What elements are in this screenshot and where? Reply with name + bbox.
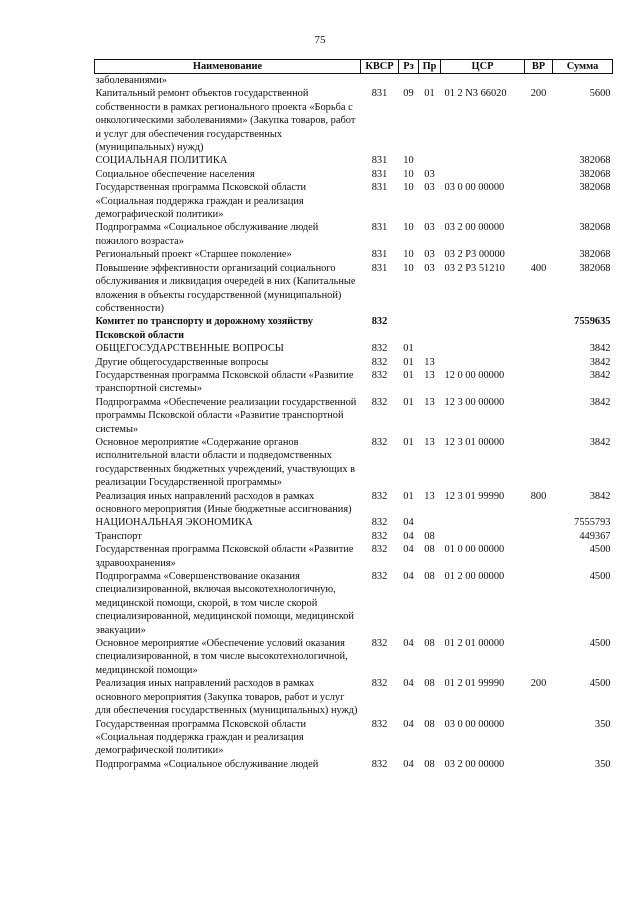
cell-csr: 03 2 00 00000 [444, 758, 505, 770]
cell-vr [525, 570, 553, 637]
cell-rz: 01 [403, 490, 414, 502]
cell-kvsr: 831 [371, 155, 388, 167]
cell-rz: 01 [403, 343, 414, 355]
cell-name: Социальное обеспечение населения [95, 168, 255, 180]
header-kvsr: КВСР [361, 60, 399, 74]
page-number: 75 [314, 34, 326, 46]
cell-sum: 3842 [589, 436, 611, 448]
cell-sum: 350 [594, 758, 611, 770]
cell-vr [525, 154, 553, 167]
cell-sum: 4500 [589, 544, 611, 556]
cell-sum: 382068 [579, 222, 611, 234]
cell-vr [525, 248, 553, 261]
cell-vr [525, 637, 553, 677]
table-row [95, 758, 613, 771]
cell-pr: 03 [424, 262, 435, 274]
table-row [95, 221, 613, 248]
cell-csr: 01 0 00 00000 [444, 544, 505, 556]
cell-csr: 01 2 01 00000 [444, 638, 505, 650]
table-row [95, 168, 613, 181]
cell-sum: 7555793 [574, 517, 611, 529]
cell-vr [525, 168, 553, 181]
cell-vr [525, 718, 553, 758]
cell-name: Комитет по транспорту и дорожному хозяйству Псковской области [95, 316, 313, 341]
cell-rz: 01 [403, 436, 414, 448]
cell-sum: 3842 [589, 396, 611, 408]
cell-kvsr: 832 [371, 530, 388, 542]
cell-csr [441, 356, 525, 369]
cell-sum: 382068 [579, 182, 611, 194]
cell-rz [399, 74, 419, 88]
cell-vr: 200 [530, 678, 547, 690]
cell-kvsr: 832 [371, 571, 388, 583]
cell-csr: 01 2 00 00000 [444, 571, 505, 583]
cell-name: заболеваниями» [95, 75, 167, 86]
cell-name: Государственная программа Псковской области «Социальная поддержка граждан и реализация демографической политики» [95, 718, 307, 757]
cell-pr: 03 [424, 222, 435, 234]
cell-rz: 01 [403, 369, 414, 381]
header-csr: ЦСР [441, 60, 525, 74]
cell-kvsr: 832 [371, 517, 388, 529]
cell-kvsr: 831 [371, 249, 388, 261]
table-row [95, 181, 613, 221]
table-row [95, 342, 613, 355]
cell-kvsr: 832 [371, 343, 388, 355]
cell-pr: 08 [424, 530, 435, 542]
cell-pr: 08 [424, 571, 435, 583]
cell-csr: 03 2 P3 51210 [444, 262, 505, 274]
cell-kvsr: 832 [371, 356, 388, 368]
cell-vr [525, 181, 553, 221]
cell-kvsr: 832 [371, 758, 388, 770]
cell-name: НАЦИОНАЛЬНАЯ ЭКОНОМИКА [95, 517, 253, 529]
cell-sum: 382068 [579, 155, 611, 167]
cell-csr: 03 2 P3 00000 [444, 249, 505, 261]
cell-kvsr: 832 [371, 490, 388, 502]
cell-rz: 09 [403, 88, 414, 100]
cell-vr [525, 356, 553, 369]
cell-rz: 04 [403, 758, 414, 770]
cell-csr: 03 0 00 00000 [444, 718, 505, 730]
cell-vr [525, 369, 553, 396]
table-row [95, 356, 613, 369]
cell-pr: 13 [424, 490, 435, 502]
cell-csr [441, 74, 525, 88]
cell-vr: 800 [530, 490, 547, 502]
table-row [95, 396, 613, 436]
table-row [95, 718, 613, 758]
table-row [95, 677, 613, 717]
cell-vr [525, 758, 553, 771]
cell-csr [441, 168, 525, 181]
cell-vr [525, 436, 553, 490]
cell-csr: 01 2 01 99990 [444, 678, 505, 690]
cell-sum: 382068 [579, 262, 611, 274]
cell-kvsr: 831 [371, 182, 388, 194]
cell-sum: 5600 [589, 88, 611, 100]
cell-name: Реализация иных направлений расходов в рамках основного мероприятия (Закупка товаров, работ и услуг для обеспечения государственных (муниципальных) нужд) [95, 678, 358, 717]
cell-rz: 10 [403, 262, 414, 274]
cell-rz: 10 [403, 155, 414, 167]
cell-csr [441, 342, 525, 355]
cell-sum: 4500 [589, 571, 611, 583]
cell-rz: 04 [403, 638, 414, 650]
cell-name: Государственная программа Псковской области «Социальная поддержка граждан и реализация демографической политики» [95, 182, 307, 221]
cell-rz: 10 [403, 222, 414, 234]
cell-rz: 10 [403, 182, 414, 194]
table-row [95, 436, 613, 490]
cell-rz: 04 [403, 678, 414, 690]
cell-sum: 449367 [579, 530, 611, 542]
cell-name: Подпрограмма «Социальное обслуживание людей [95, 758, 319, 770]
cell-csr [441, 315, 525, 342]
cell-csr: 01 2 N3 66020 [444, 88, 507, 100]
cell-csr: 12 3 00 00000 [444, 396, 505, 408]
cell-sum: 3842 [589, 490, 611, 502]
cell-rz: 04 [403, 571, 414, 583]
table-row [95, 530, 613, 543]
cell-rz: 04 [403, 544, 414, 556]
cell-vr [525, 342, 553, 355]
table-header-row [95, 60, 613, 74]
cell-pr: 08 [424, 718, 435, 730]
table-row [95, 543, 613, 570]
table-row [95, 637, 613, 677]
cell-vr [525, 74, 553, 88]
cell-pr: 13 [424, 436, 435, 448]
cell-rz [399, 315, 419, 342]
cell-csr: 12 0 00 00000 [444, 369, 505, 381]
cell-name: Подпрограмма «Обеспечение реализации государственной программы Псковской области «Развитие транспортной системы» [95, 396, 357, 435]
header-sum: Сумма [553, 60, 613, 74]
cell-name: Государственная программа Псковской области «Развитие транспортной системы» [95, 369, 354, 395]
cell-sum: 3842 [589, 356, 611, 368]
cell-pr: 08 [424, 758, 435, 770]
table-row [95, 248, 613, 261]
cell-sum: 382068 [579, 249, 611, 261]
cell-pr [419, 74, 441, 88]
cell-name: Транспорт [95, 530, 142, 542]
cell-pr: 13 [424, 396, 435, 408]
cell-rz: 01 [403, 356, 414, 368]
table-row [95, 154, 613, 167]
table-row [95, 87, 613, 154]
cell-name: Подпрограмма «Социальное обслуживание людей пожилого возраста» [95, 222, 319, 247]
cell-kvsr: 832 [371, 436, 388, 448]
cell-vr [525, 315, 553, 342]
cell-name: Государственная программа Псковской области «Развитие здравоохранения» [95, 544, 354, 569]
cell-name: ОБЩЕГОСУДАРСТВЕННЫЕ ВОПРОСЫ [95, 343, 284, 355]
cell-pr [419, 516, 441, 529]
cell-name: Реализация иных направлений расходов в рамках основного мероприятия (Иные бюджетные ассигнования) [95, 490, 352, 515]
cell-kvsr: 832 [371, 678, 388, 690]
cell-vr: 400 [530, 262, 547, 274]
header-pr: Пр [419, 60, 441, 74]
cell-sum: 7559635 [574, 316, 611, 328]
cell-sum: 382068 [579, 168, 611, 180]
cell-vr [525, 516, 553, 529]
table-row [95, 262, 613, 316]
table-row [95, 516, 613, 529]
header-name: Наименование [95, 60, 361, 74]
cell-sum [553, 74, 613, 88]
cell-vr [525, 396, 553, 436]
cell-kvsr: 832 [371, 316, 388, 328]
cell-pr: 03 [424, 182, 435, 194]
cell-pr: 01 [424, 88, 435, 100]
cell-rz: 10 [403, 249, 414, 261]
cell-pr [419, 315, 441, 342]
cell-kvsr: 832 [371, 638, 388, 650]
cell-sum: 350 [594, 718, 611, 730]
cell-name: Другие общегосударственные вопросы [95, 356, 269, 368]
cell-rz: 10 [403, 168, 414, 180]
cell-csr: 12 3 01 00000 [444, 436, 505, 448]
cell-csr [441, 516, 525, 529]
table-row [95, 490, 613, 517]
cell-name: СОЦИАЛЬНАЯ ПОЛИТИКА [95, 155, 228, 167]
cell-pr: 13 [424, 369, 435, 381]
table-row [95, 570, 613, 637]
cell-pr: 13 [424, 356, 435, 368]
cell-rz: 04 [403, 517, 414, 529]
cell-csr [441, 154, 525, 167]
cell-kvsr: 832 [371, 396, 388, 408]
cell-kvsr: 831 [371, 168, 388, 180]
cell-kvsr: 832 [371, 369, 388, 381]
cell-rz: 04 [403, 718, 414, 730]
table-body [95, 74, 613, 772]
cell-vr [525, 221, 553, 248]
table-row [95, 74, 613, 88]
cell-vr [525, 543, 553, 570]
cell-sum: 3842 [589, 343, 611, 355]
cell-name: Основное мероприятие «Обеспечение условий оказания специализированной, в том числе высокотехнологичной, медицинской помощи» [95, 638, 348, 676]
cell-sum: 4500 [589, 638, 611, 650]
cell-csr: 03 2 00 00000 [444, 222, 505, 234]
cell-pr [419, 154, 441, 167]
table-row [95, 315, 613, 342]
cell-rz: 04 [403, 530, 414, 542]
cell-vr: 200 [530, 88, 547, 100]
cell-sum: 4500 [589, 678, 611, 690]
cell-kvsr: 831 [371, 88, 388, 100]
cell-csr [441, 530, 525, 543]
cell-pr [419, 342, 441, 355]
cell-pr: 08 [424, 638, 435, 650]
cell-pr: 03 [424, 168, 435, 180]
cell-kvsr: 831 [371, 222, 388, 234]
cell-kvsr: 832 [371, 544, 388, 556]
header-rz: Рз [399, 60, 419, 74]
cell-pr: 08 [424, 678, 435, 690]
cell-sum: 3842 [589, 369, 611, 381]
cell-kvsr: 831 [371, 262, 388, 274]
cell-name: Повышение эффективности организаций социального обслуживания и ликвидация очередей в них (Капитальные вложения в объекты государственной (муниципальной) собственности) [95, 262, 356, 314]
cell-pr: 03 [424, 249, 435, 261]
budget-table [94, 59, 613, 771]
cell-rz: 01 [403, 396, 414, 408]
cell-name: Подпрограмма «Совершенствование оказания специализированной, включая высокотехнологичную, медицинской помощи, скорой, в том числе скорой специализированной, медицинской помощи, медицинской эвакуации» [95, 571, 354, 636]
cell-name: Основное мероприятие «Содержание органов исполнительной власти области и подведомственных государственных бюджетных учреждений, участвующих в реализации Государственной программы» [95, 436, 356, 489]
header-vr: ВР [525, 60, 553, 74]
cell-name: Капитальный ремонт объектов государственной собственности в рамках регионального проекта «Борьба с онкологическими заболеваниями» (Закупка товаров, работ и услуг для обеспечения государственных (муниципальных) нужд) [95, 88, 356, 154]
cell-csr: 03 0 00 00000 [444, 182, 505, 194]
cell-kvsr: 832 [371, 718, 388, 730]
table-row [95, 369, 613, 396]
cell-pr: 08 [424, 544, 435, 556]
cell-csr: 12 3 01 99990 [444, 490, 505, 502]
cell-kvsr [361, 74, 399, 88]
cell-vr [525, 530, 553, 543]
cell-name: Региональный проект «Старшее поколение» [95, 249, 292, 261]
